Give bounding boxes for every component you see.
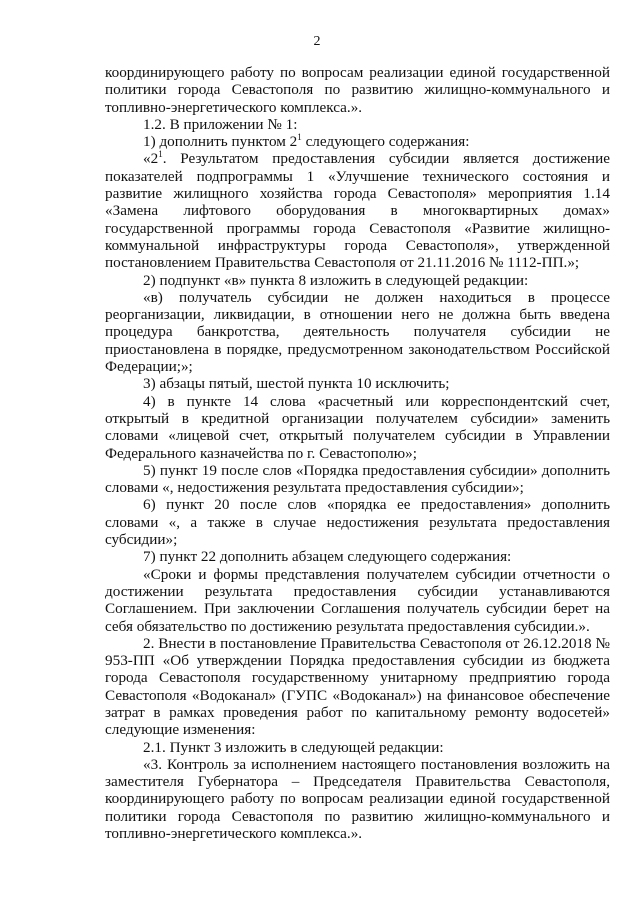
paragraph-item-1-text: 1) дополнить пунктом 2 bbox=[143, 133, 298, 151]
paragraph-item-4: 4) в пункте 14 слова «расчетный или корреспондентский счет, открытый в кредитной организации получателем субсидии» заменить словами «лицевой счет, открытый получателем субсидии в Управлении Федерального казначейства по г. Севастополю»; bbox=[105, 392, 610, 462]
superscript: 1 bbox=[158, 149, 163, 160]
paragraph-quote-v: «в) получатель субсидии не должен находиться в процессе реорганизации, ликвидации, в отношении него не должна быть введена процедура банкротства, деятельность получателя субсидии не приостановлена в порядке, предусмотренном законодательством Российской Федерации;»; bbox=[105, 288, 610, 376]
paragraph-item-7: 7) пункт 22 дополнить абзацем следующего содержания: bbox=[143, 548, 512, 566]
paragraph-quote-2-1 bbox=[105, 150, 610, 271]
paragraph-section-2: 2. Внести в постановление Правительства Севастополя от 26.12.2018 № 953-ПП «Об утверждении Порядка предоставления субсидии из бюджета города Севастополя государственному унитарному предприятию города Севастополя «Водоканал» (ГУПС «Водоканал») на финансовое обеспечение затрат в рамках проведения работ по капитальному ремонту водосетей» следующие изменения: bbox=[105, 634, 610, 739]
page-number: 2 bbox=[313, 34, 321, 49]
paragraph-item-2: 2) подпункт «в» пункта 8 изложить в следующей редакции: bbox=[143, 271, 529, 289]
paragraph-quote-2-1-text: . Результатом предоставления субсидии является достижение показателей подпрограммы 1 «Улучшение технического состояния и развитие жилищного хозяйства города Севастополя» мероприятия 1.14 «Замена лифтового оборудования в многоквартирных домах» государственной программы города Севастополя «Развитие жилищно-коммунальной инфраструктуры города Севастополя», утвержденной постановлением Правительства Севастополя от 21.11.2016 № 1112-ПП.»; bbox=[105, 150, 610, 272]
paragraph-item-6: 6) пункт 20 после слов «порядка ее предоставления» дополнить словами «, а также в случае недостижения результата предоставления субсидии»; bbox=[105, 496, 610, 549]
paragraph-item-5: 5) пункт 19 после слов «Порядка предоставления субсидии» дополнить словами «, недостижения результата предоставления субсидии»; bbox=[105, 461, 610, 497]
paragraph-1-2-heading: 1.2. В приложении № 1: bbox=[143, 115, 298, 133]
paragraph-quote-2-1-start: «2 bbox=[143, 150, 159, 168]
paragraph-quote-reporting: «Сроки и формы представления получателем субсидии отчетности о достижении результата предоставления субсидии устанавливаются Соглашением. При заключении Соглашения получатель субсидии берет на себя обязательство по достижению результата предоставления субсидии.». bbox=[105, 565, 610, 635]
paragraph-item-3: 3) абзацы пятый, шестой пункта 10 исключить; bbox=[143, 375, 450, 393]
document-body bbox=[105, 64, 610, 842]
superscript: 1 bbox=[297, 132, 302, 143]
paragraph-item-1 bbox=[105, 133, 610, 150]
paragraph-quote-3: «3. Контроль за исполнением настоящего постановления возложить на заместителя Губернатора – Председателя Правительства Севастополя, координирующего работу по вопросам реализации единой государственной политики города Севастополя по развитию жилищно-коммунального и топливно-энергетического комплекса.». bbox=[105, 755, 610, 843]
paragraph-2-1: 2.1. Пункт 3 изложить в следующей редакции: bbox=[143, 738, 444, 756]
paragraph-continuation: координирующего работу по вопросам реализации единой государственной политики города Севастополя по развитию жилищно-коммунального и топливно-энергетического комплекса.». bbox=[105, 64, 610, 116]
paragraph-item-1-text-end: следующего содержания: bbox=[301, 133, 470, 151]
